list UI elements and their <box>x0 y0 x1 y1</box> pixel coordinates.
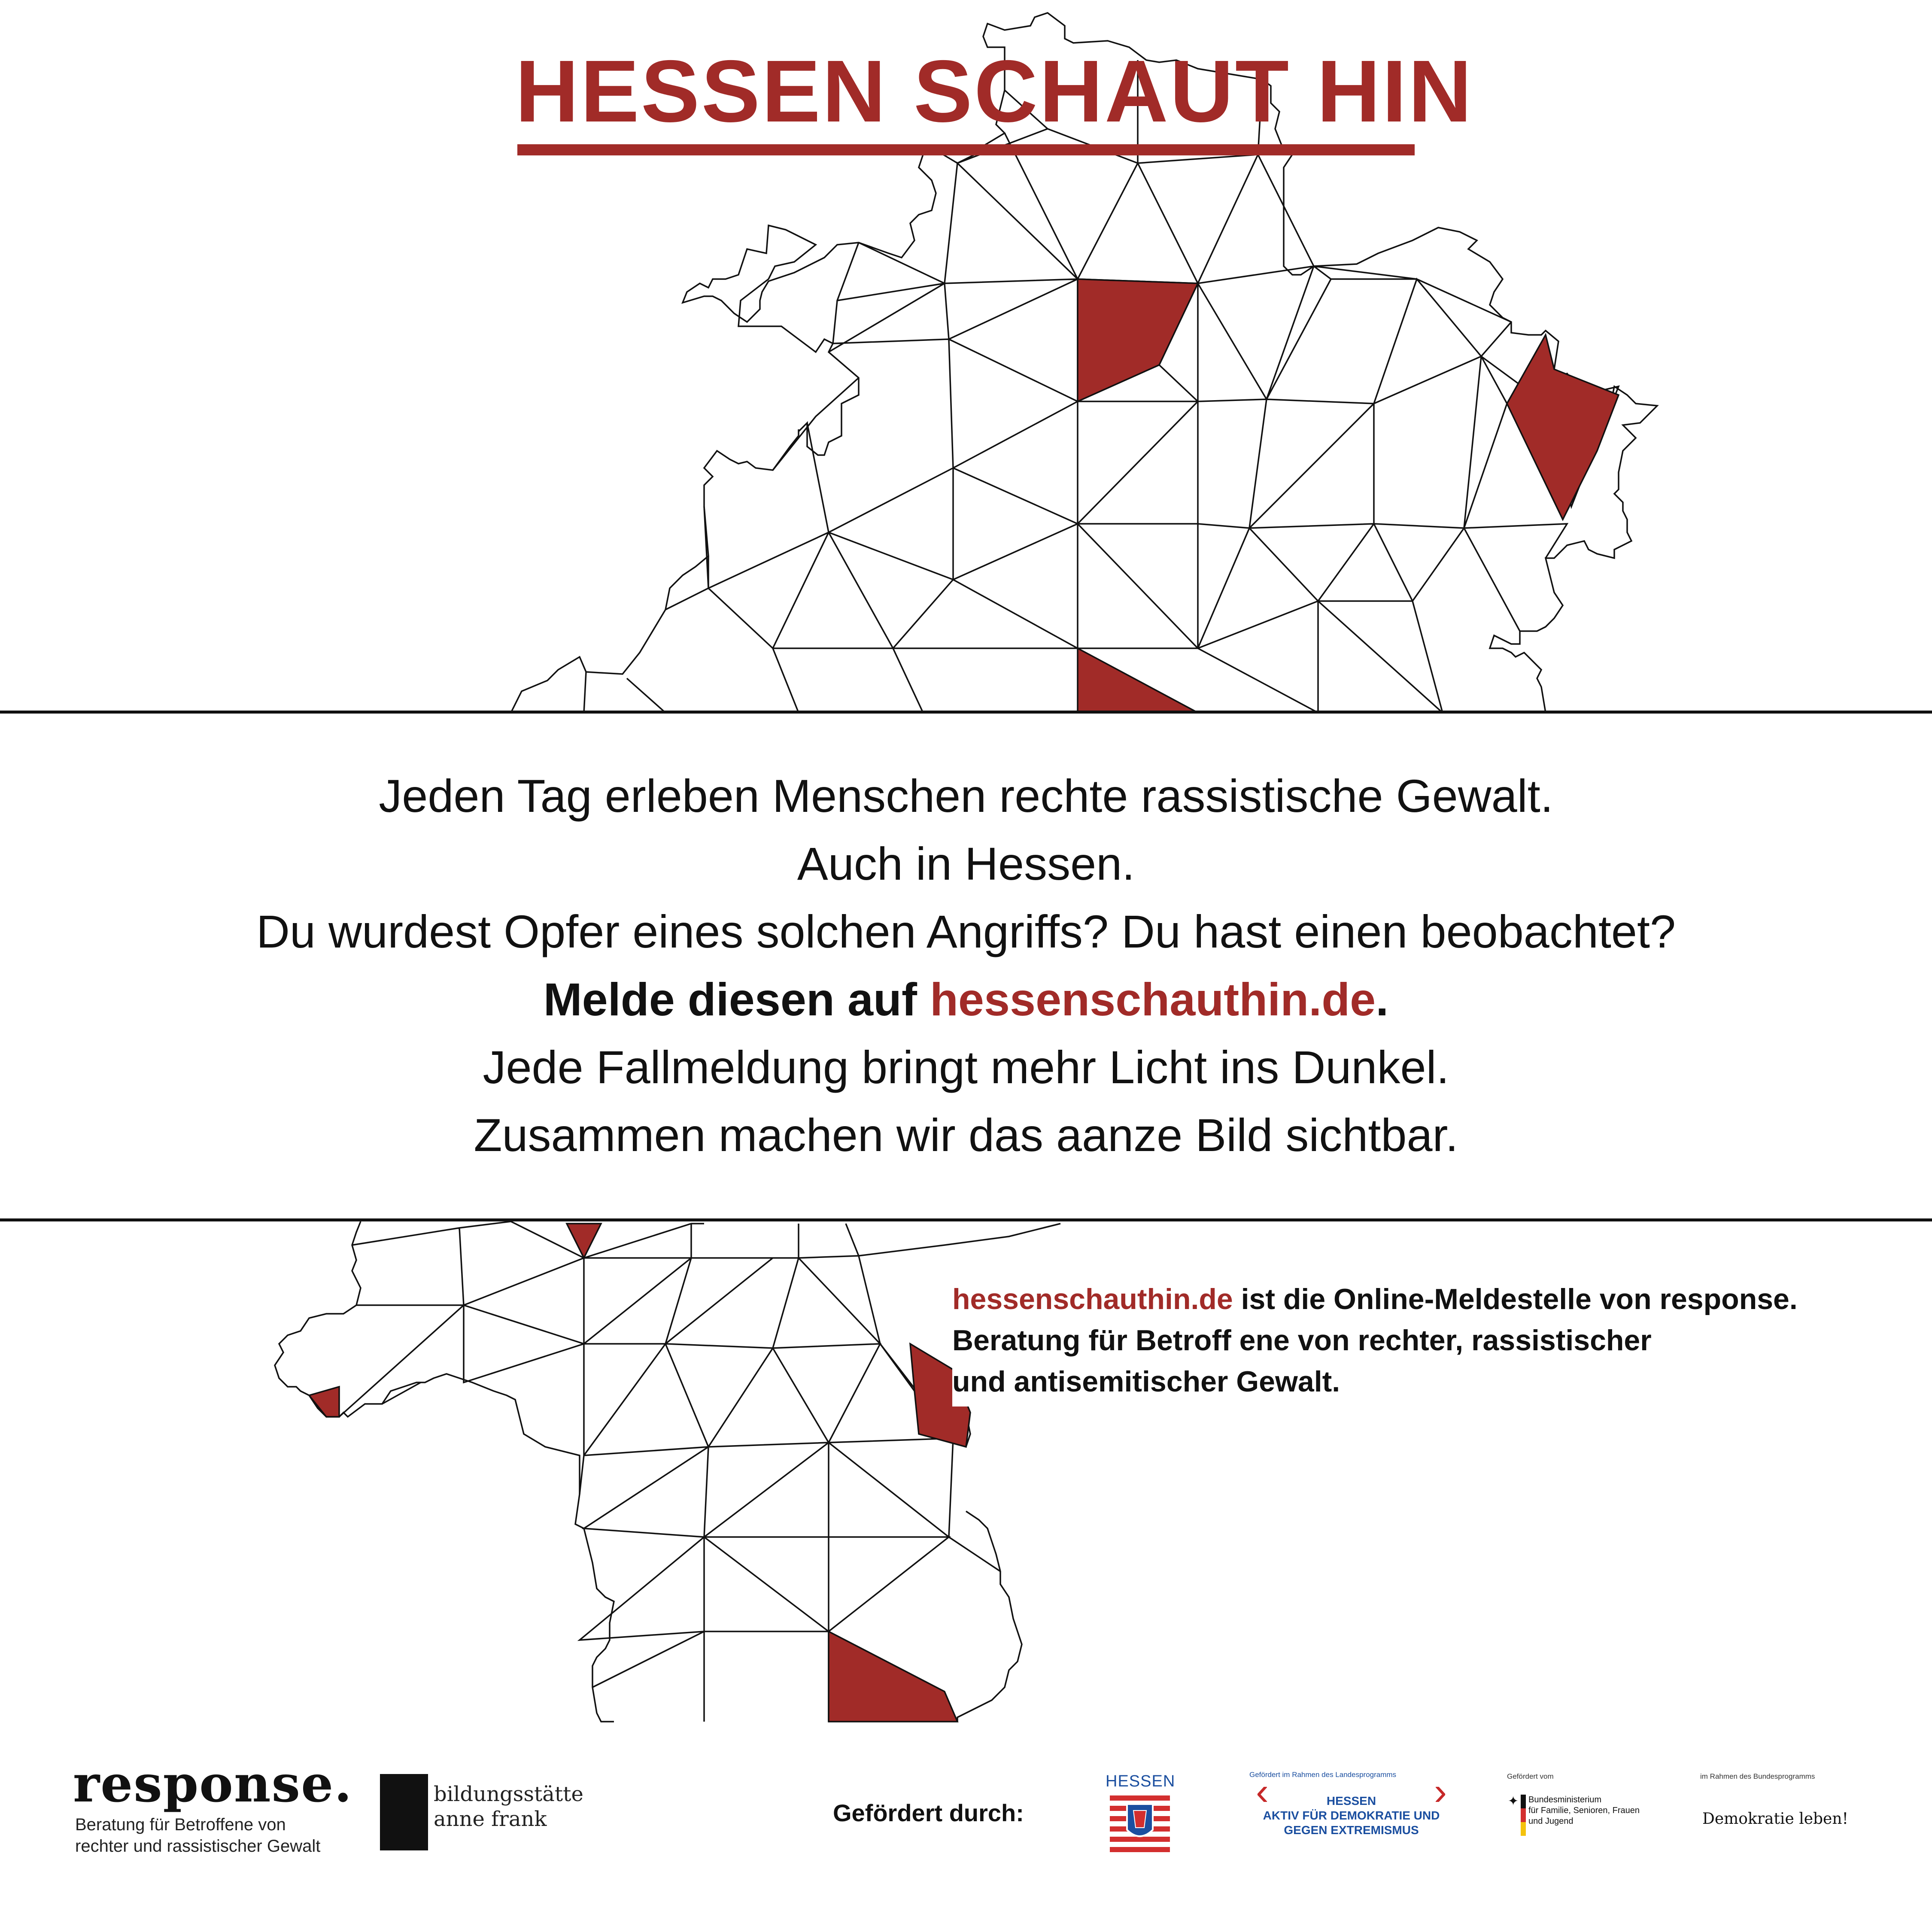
message-line-5: Jede Fallmeldung bringt mehr Licht ins Dunkel. <box>483 1041 1449 1093</box>
response-logo: response. <box>73 1754 353 1814</box>
message-line-1: Jeden Tag erleben Menschen rechte rassistische Gewalt. <box>379 770 1553 822</box>
bracket-left-icon: ‹ <box>1256 1770 1269 1813</box>
hessen-label: HESSEN <box>1106 1772 1176 1790</box>
federal-program-heading: im Rahmen des Bundesprogramms <box>1700 1772 1815 1780</box>
bund-line-1: Bundesministerium <box>1528 1795 1602 1804</box>
anne-frank-logo-mark <box>380 1774 428 1850</box>
landes-program-heading: Gefördert im Rahmen des Landesprogramms <box>1249 1771 1397 1779</box>
demokratie-leben-logo: Demokratie leben! <box>1702 1810 1849 1828</box>
cta-suffix: . <box>1376 973 1389 1025</box>
anne-frank-line-1: bildungsstätte <box>434 1782 583 1806</box>
federal-ministry-heading: Gefördert vom <box>1507 1772 1554 1780</box>
response-subtitle <box>75 1814 320 1857</box>
info-line-2: Beratung für Betroff ene von rechter, rassistischer <box>952 1324 1652 1357</box>
response-subtitle-line-2: rechter und rassistischer Gewalt <box>75 1837 321 1856</box>
cta-url-link[interactable]: hessenschauthin.de <box>930 973 1376 1025</box>
cta-prefix: Melde diesen auf <box>543 973 930 1025</box>
title-underline <box>517 144 1415 155</box>
message-line-3: Du wurdest Opfer eines solchen Angriffs? Du hast einen beobachtet? <box>256 905 1676 957</box>
federal-ministry-text <box>1528 1795 1640 1827</box>
message-line-2: Auch in Hessen. <box>797 838 1135 890</box>
funded-by-label: Gefördert durch: <box>833 1799 1024 1826</box>
response-subtitle-line-1: Beratung für Betroffene von <box>75 1815 286 1834</box>
federal-eagle-icon: ✦ <box>1508 1794 1519 1808</box>
bund-line-3: und Jugend <box>1528 1817 1574 1826</box>
info-line-1: ist die Online-Meldestelle von response. <box>1233 1283 1798 1315</box>
page-title: HESSEN SCHAUT HIN <box>515 42 1474 140</box>
landes-line-2: AKTIV FÜR DEMOKRATIE UND <box>1263 1809 1440 1822</box>
anne-frank-line-2: anne frank <box>434 1807 547 1831</box>
message-line-6: Zusammen machen wir das aanze Bild sichtbar. <box>474 1109 1458 1161</box>
bracket-right-icon: › <box>1434 1770 1447 1813</box>
info-line-3: und antisemitischer Gewalt. <box>952 1365 1340 1398</box>
landes-line-3: GEGEN EXTREMISMUS <box>1284 1823 1419 1837</box>
anne-frank-logo-text <box>434 1782 583 1832</box>
bund-line-2: für Familie, Senioren, Frauen <box>1528 1806 1640 1815</box>
call-to-action <box>0 966 1932 1033</box>
hessen-crest-icon <box>1110 1795 1170 1853</box>
landes-line-1: HESSEN <box>1326 1794 1376 1807</box>
info-url-link[interactable]: hessenschauthin.de <box>952 1283 1233 1315</box>
message-text <box>0 762 1932 1169</box>
german-flag-icon <box>1521 1795 1526 1836</box>
info-text <box>952 1279 1923 1406</box>
